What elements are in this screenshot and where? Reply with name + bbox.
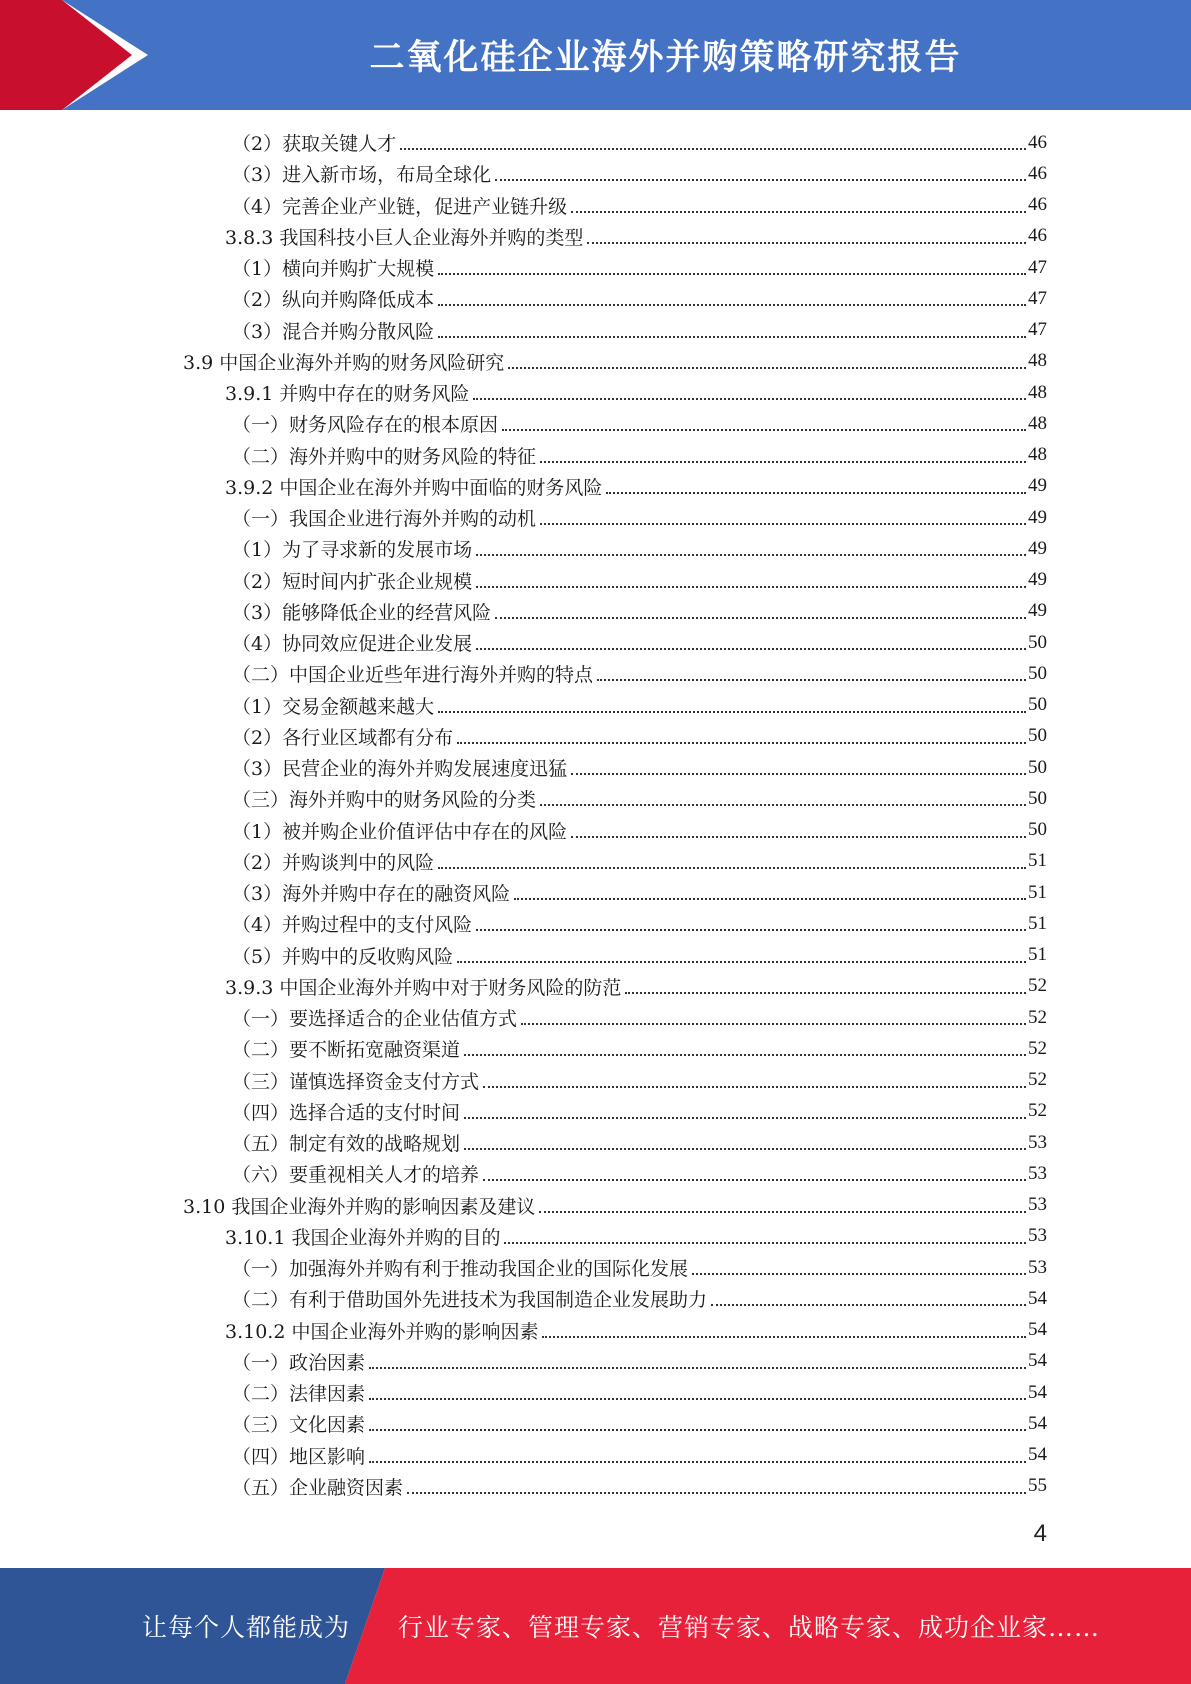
toc-dot-leader [514,897,1026,900]
toc-entry-title: （4）并购过程中的支付风险 [232,910,476,937]
toc-entry-page: 51 [1028,944,1047,966]
toc-entry[interactable] [225,971,1047,1002]
toc-dot-leader [540,803,1026,806]
toc-entry-page: 49 [1028,537,1047,559]
toc-dot-leader [464,1053,1026,1056]
toc-entry-page: 49 [1028,569,1047,591]
toc-entry[interactable] [232,158,1047,189]
toc-entry[interactable] [232,940,1047,971]
toc-entry-page: 46 [1028,194,1047,216]
toc-entry[interactable] [232,1377,1047,1408]
toc-entry[interactable] [232,596,1047,627]
toc-entry[interactable] [232,1065,1047,1096]
page-number: 4 [1033,1520,1047,1547]
toc-dot-leader [457,960,1026,963]
toc-entry-page: 48 [1028,444,1047,466]
toc-entry-page: 51 [1028,912,1047,934]
toc-entry-page: 52 [1028,1069,1047,1091]
toc-entry[interactable] [232,658,1047,689]
toc-entry-page: 50 [1028,662,1047,684]
toc-dot-leader [625,991,1026,994]
toc-entry-page: 52 [1028,975,1047,997]
toc-entry-page: 55 [1028,1475,1047,1497]
toc-entry-title: （二）有利于借助国外先进技术为我国制造企业发展助力 [232,1285,711,1312]
toc-entry-page: 54 [1028,1319,1047,1341]
toc-entry-title: （2）短时间内扩张企业规模 [232,567,476,594]
toc-entry-title: （3）海外并购中存在的融资风险 [232,879,514,906]
footer-slogan-left: 让每个人都能成为 [142,1613,351,1642]
toc-entry-title: 3.10 我国企业海外并购的影响因素及建议 [183,1192,539,1219]
toc-entry[interactable] [232,815,1047,846]
toc-entry[interactable] [232,627,1047,658]
toc-entry[interactable] [232,690,1047,721]
toc-entry-title: （一）加强海外并购有利于推动我国企业的国际化发展 [232,1254,692,1281]
toc-dot-leader [369,1460,1026,1463]
toc-entry-page: 54 [1028,1444,1047,1466]
toc-entry-page: 50 [1028,725,1047,747]
toc-entry[interactable] [232,127,1047,158]
toc-entry-title: （2）纵向并购降低成本 [232,285,438,312]
toc-entry-title: （2）并购谈判中的风险 [232,848,438,875]
toc-entry-title: （一）我国企业进行海外并购的动机 [232,504,540,531]
toc-dot-leader [369,1428,1026,1431]
toc-dot-leader [571,835,1026,838]
toc-entry[interactable] [232,1002,1047,1033]
document-title: 二氧化硅企业海外并购策略研究报告 [369,38,962,78]
toc-entry-page: 50 [1028,819,1047,841]
toc-entry-page: 50 [1028,787,1047,809]
header-red-chevron [0,0,132,110]
toc-dot-leader [508,366,1026,369]
toc-dot-leader [483,1085,1026,1088]
toc-dot-leader [473,397,1026,400]
toc-entry-title: （1）为了寻求新的发展市场 [232,535,476,562]
toc-entry[interactable] [232,533,1047,564]
toc-dot-leader [597,678,1026,681]
toc-entry[interactable] [232,1096,1047,1127]
toc-entry-title: （3）混合并购分散风险 [232,317,438,344]
toc-entry-title: （3）民营企业的海外并购发展速度迅猛 [232,754,571,781]
toc-dot-leader [476,585,1026,588]
toc-entry-page: 54 [1028,1287,1047,1309]
toc-entry[interactable] [232,252,1047,283]
toc-dot-leader [495,616,1026,619]
toc-entry-title: 3.10.2 中国企业海外并购的影响因素 [225,1317,542,1344]
toc-dot-leader [540,460,1026,463]
toc-dot-leader [400,147,1026,150]
toc-entry-title: （3）能够降低企业的经营风险 [232,598,495,625]
toc-dot-leader [407,1491,1026,1494]
toc-entry-page: 49 [1028,600,1047,622]
toc-entry-page: 53 [1028,1194,1047,1216]
toc-entry[interactable] [232,783,1047,814]
toc-entry[interactable] [232,1252,1047,1283]
toc-dot-leader [521,1022,1026,1025]
toc-entry-page: 49 [1028,475,1047,497]
toc-dot-leader [571,210,1026,213]
toc-entry[interactable] [232,1471,1047,1502]
page-footer [0,1568,1191,1684]
toc-entry[interactable] [232,846,1047,877]
toc-entry-page: 52 [1028,1100,1047,1122]
toc-entry[interactable] [232,908,1047,939]
toc-dot-leader [438,272,1026,275]
toc-entry-title: （六）要重视相关人才的培养 [232,1160,483,1187]
toc-entry[interactable] [183,1190,1047,1221]
toc-dot-leader [502,428,1026,431]
toc-entry[interactable] [232,877,1047,908]
toc-dot-leader [539,1210,1026,1213]
toc-dot-leader [504,1241,1026,1244]
toc-entry-title: （二）要不断拓宽融资渠道 [232,1035,464,1062]
toc-entry[interactable] [232,1033,1047,1064]
toc-entry-title: （四）选择合适的支付时间 [232,1098,464,1125]
toc-entry[interactable] [232,283,1047,314]
toc-entry[interactable] [225,1315,1047,1346]
toc-dot-leader [495,178,1026,181]
toc-entry-page: 53 [1028,1256,1047,1278]
toc-entry[interactable] [232,1346,1047,1377]
toc-entry-page: 47 [1028,319,1047,341]
page-header [0,0,1191,110]
toc-entry-title: （1）横向并购扩大规模 [232,254,438,281]
toc-entry-title: （1）被并购企业价值评估中存在的风险 [232,817,571,844]
toc-entry-page: 54 [1028,1381,1047,1403]
toc-dot-leader [692,1272,1026,1275]
toc-dot-leader [457,741,1026,744]
toc-dot-leader [571,772,1026,775]
toc-entry-page: 53 [1028,1162,1047,1184]
toc-entry[interactable] [232,1408,1047,1439]
toc-entry[interactable] [225,377,1047,408]
toc-dot-leader [438,335,1026,338]
toc-dot-leader [438,303,1026,306]
toc-entry[interactable] [232,1158,1047,1189]
toc-entry-title: 3.8.3 我国科技小巨人企业海外并购的类型 [225,223,587,250]
toc-entry-title: （二）法律因素 [232,1379,369,1406]
toc-entry-title: 3.9.2 中国企业在海外并购中面临的财务风险 [225,473,606,500]
toc-entry[interactable] [232,1127,1047,1158]
toc-dot-leader [483,1178,1026,1181]
toc-entry[interactable] [232,752,1047,783]
toc-entry-title: （1）交易金额越来越大 [232,692,438,719]
toc-dot-leader [369,1397,1026,1400]
toc-entry-title: （2）各行业区域都有分布 [232,723,457,750]
toc-entry-page: 46 [1028,131,1047,153]
toc-entry-title: （5）并购中的反收购风险 [232,942,457,969]
toc-entry[interactable] [232,190,1047,221]
toc-dot-leader [540,522,1026,525]
toc-entry[interactable] [232,502,1047,533]
toc-entry-page: 52 [1028,1037,1047,1059]
toc-entry-title: 3.9.1 并购中存在的财务风险 [225,379,473,406]
toc-entry-page: 50 [1028,694,1047,716]
toc-entry-title: （二）海外并购中的财务风险的特征 [232,442,540,469]
toc-dot-leader [438,710,1026,713]
toc-entry[interactable] [232,315,1047,346]
toc-entry[interactable] [232,408,1047,439]
toc-dot-leader [476,647,1026,650]
toc-entry-title: （3）进入新市场，布局全球化 [232,160,495,187]
toc-entry-title: （4）完善企业产业链，促进产业链升级 [232,192,571,219]
toc-entry-title: 3.9 中国企业海外并购的财务风险研究 [183,348,508,375]
toc-entry[interactable] [232,1440,1047,1471]
toc-entry[interactable] [232,1283,1047,1314]
toc-dot-leader [711,1303,1026,1306]
toc-entry[interactable] [232,440,1047,471]
toc-entry-page: 53 [1028,1131,1047,1153]
toc-entry-title: （二）中国企业近些年进行海外并购的特点 [232,660,597,687]
toc-entry[interactable] [183,346,1047,377]
toc-entry-title: 3.9.3 中国企业海外并购中对于财务风险的防范 [225,973,625,1000]
toc-entry-page: 54 [1028,1350,1047,1372]
toc-dot-leader [587,241,1026,244]
toc-dot-leader [438,866,1026,869]
toc-entry-page: 52 [1028,1006,1047,1028]
toc-entry-page: 48 [1028,381,1047,403]
toc-entry-page: 48 [1028,350,1047,372]
toc-entry-page: 50 [1028,756,1047,778]
toc-entry-title: （四）地区影响 [232,1442,369,1469]
toc-entry-title: （4）协同效应促进企业发展 [232,629,476,656]
toc-entry-title: （五）制定有效的战略规划 [232,1129,464,1156]
toc-dot-leader [542,1335,1026,1338]
toc-entry[interactable] [225,471,1047,502]
toc-entry-title: （一）要选择适合的企业估值方式 [232,1004,521,1031]
toc-entry[interactable] [225,1221,1047,1252]
toc-entry-title: （五）企业融资因素 [232,1473,407,1500]
toc-entry[interactable] [232,721,1047,752]
toc-entry-page: 46 [1028,225,1047,247]
toc-entry-title: （三）海外并购中的财务风险的分类 [232,785,540,812]
toc-dot-leader [476,928,1026,931]
toc-dot-leader [464,1116,1026,1119]
toc-entry-title: （2）获取关键人才 [232,129,400,156]
footer-slogan-right: 行业专家、管理专家、营销专家、战略专家、成功企业家…… [398,1613,1101,1642]
toc-dot-leader [606,491,1026,494]
toc-entry-title: （一）政治因素 [232,1348,369,1375]
toc-entry-page: 51 [1028,850,1047,872]
toc-entry-page: 51 [1028,881,1047,903]
toc-entry-title: （三）文化因素 [232,1410,369,1437]
toc-entry[interactable] [232,565,1047,596]
toc-dot-leader [369,1366,1026,1369]
table-of-contents [0,127,1191,1502]
toc-dot-leader [464,1147,1026,1150]
toc-entry-page: 54 [1028,1412,1047,1434]
header-arrow-decoration [0,0,160,110]
toc-entry-page: 46 [1028,162,1047,184]
toc-entry-page: 53 [1028,1225,1047,1247]
toc-entry-page: 48 [1028,412,1047,434]
toc-entry-title: （三）谨慎选择资金支付方式 [232,1067,483,1094]
toc-entry[interactable] [225,221,1047,252]
toc-dot-leader [476,553,1026,556]
toc-entry-page: 47 [1028,256,1047,278]
toc-entry-page: 50 [1028,631,1047,653]
toc-entry-title: 3.10.1 我国企业海外并购的目的 [225,1223,504,1250]
toc-entry-page: 47 [1028,287,1047,309]
toc-entry-title: （一）财务风险存在的根本原因 [232,410,502,437]
toc-entry-page: 49 [1028,506,1047,528]
